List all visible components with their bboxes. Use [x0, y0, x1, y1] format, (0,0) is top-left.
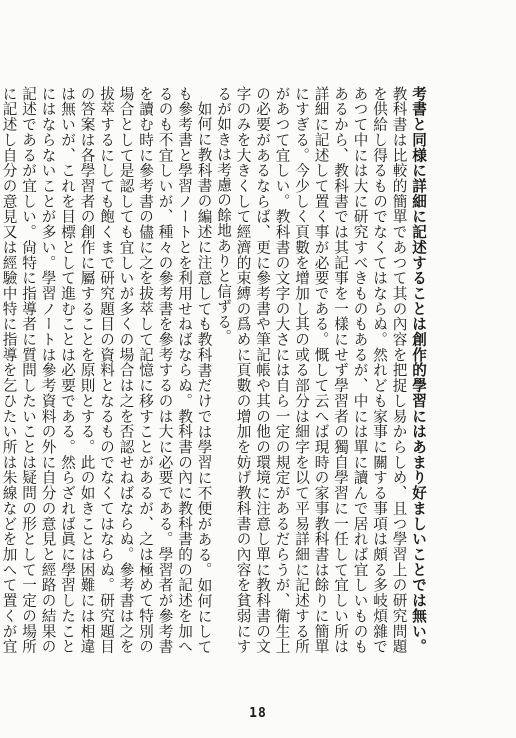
paragraph-1-bold-lead: 考書と同様に詳細に記述することは創作的學習にはあまり好ましいことでは無い。: [410, 86, 427, 654]
page-number: 18: [249, 706, 267, 721]
paragraph-1-body: 教科書は比較的簡單であつて其の內容を把捉し易からしめ、且つ學習上の研究問題を供給し得るものでなくてはならぬ。然れども家事に關する事項は頗る多岐煩雜であつて中には大に研究すべきものもあるが、中には單に讀んで居れば宜しいものもあるから、教科書では其記事を一樣にせず學習者の獨自學習に一任して宜しい所は詳細に記述して置く事が必要である。慨して云へば現時の家事教科書は餘りに簡單にすぎる。今少しく頁數を增加し其の或る部分は細字を以て平易詳細に記述する所があつて宜しい。教科書の文字の大さには自ら一定の規定があるだらうが、衛生上の必要があるならば、更に參考書や筆記帳や其の他の環境に注意し單に教科書の文字のみを大きくして經濟的束縛の爲めに頁數の增加を妨げ教科書の內容を貧弱にするが如きは考慮の餘地ありと信ずる。: [215, 86, 408, 654]
paragraph-2-body: 如何に教科書の編述に注意しても教科書だけでは學習に不便がある。如何にしても參考書と學習ノートとを利用せねばならぬ。教科書の內に教科書的の記述を加へるのも不宜しいが、種々の參考書を參考するのは大に必要である。學習者が參考書を讀む時に參考書の儘に之を拔萃して記憶に移すことがあるが、之は極めて特別の場合として是認しても宜しいが多くの場合は之を否認せねばならぬ。參考書は之を拔萃するにしても飽くまで研究題目の資料となるものでなくてはならぬ。研究題目の答案は各學習者の創作に屬することを原則とする。此の如きことは困難には相違は無いが、これを目標として進むことは必要である。然らざれば眞に學習したことにはならないことが多い。學習ノートは參考資料の外に自分の意見と經路の結果の記述であるが宜しい。尙特に指導者に質問したいことは疑問の形として一定の場所に記述し自分の意見又は經驗中特に指導を乞ひたい所は朱線などを加へて置くが宜: [0, 86, 213, 654]
vertical-text-body: [0, 86, 428, 654]
paragraph-2: [0, 86, 214, 654]
paragraph-1: [214, 86, 429, 654]
